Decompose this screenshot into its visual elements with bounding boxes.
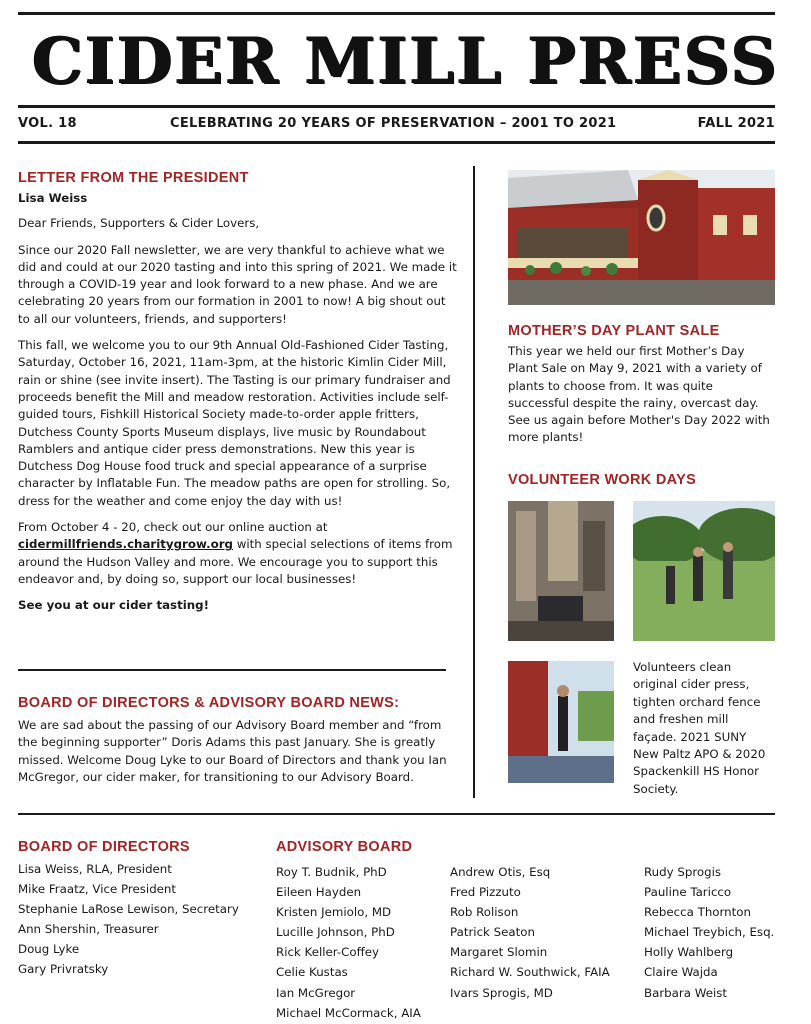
letter-author: Lisa Weiss — [18, 191, 88, 205]
member-name: Ivars Sprogis, MD — [450, 985, 553, 1000]
member-name: Rebecca Thornton — [644, 905, 751, 920]
column-divider — [473, 166, 475, 798]
member-name: Stephanie LaRose Lewison, Secretary — [18, 902, 239, 917]
volunteer-caption: Volunteers clean original cider press, tighten orchard fence and freshen mill façade. 2021 SUNY New Paltz APO & 2020 Spackenkill HS Honor Society. — [633, 660, 766, 796]
letter-paragraph-2: This fall, we welcome you to our 9th Annual Old-Fashioned Cider Tasting, Saturday, October 16, 2021, 11am-3pm, at the historic Kimlin Cider Mill, rain or shine (see invite insert). The Tasting is our primary fundraiser and proceeds benefit the Mill and meadow restoration. Activities include self-guided tours, Fishkill Historical Society made-to-order apple fritters, Dutchess County Sports Museum displays, live music by Roundabout Ramblers and antique cider press demonstrations. New this year is Dutchess Dog House food truck and special appearance of a surprise character by Inflatable Fun. The meadow paths are open for strolling. So, dress for the weather and come enjoy the day with us! — [18, 338, 451, 508]
letter-heading: LETTER FROM THE PRESIDENT — [18, 170, 249, 186]
bottom-rule — [18, 813, 775, 815]
member-name: Celie Kustas — [276, 965, 348, 980]
member-name: Michael McCormack, AIA — [276, 1005, 421, 1020]
orchard-photo-graphic — [633, 501, 775, 641]
advisory-board-heading-wrap — [276, 839, 412, 855]
board-news-section — [18, 695, 458, 786]
member-name: Gary Privratsky — [18, 962, 109, 977]
member-name: Margaret Slomin — [450, 945, 548, 960]
volunteer-heading-wrap — [508, 472, 776, 488]
member-name: Holly Wahlberg — [644, 945, 734, 960]
member-name: Ann Shershin, Treasurer — [18, 922, 159, 937]
letter-paragraph-1: Since our 2020 Fall newsletter, we are very thankful to achieve what we did and could at our 2020 tasting and into this spring of 2021. We made it through a COVID-19 year and look forward to a new phase. And we are celebrating 20 years from our formation in 2001 to now! A big shout out to all our volunteers, friends, and supporters! — [18, 242, 457, 326]
letter-section — [18, 170, 458, 615]
volunteer-photo-facade — [508, 661, 614, 783]
member-name: Rob Rolison — [450, 905, 519, 920]
volunteer-photo-orchard — [633, 501, 775, 641]
member-name: Ian McGregor — [276, 985, 356, 1000]
member-name: Roy T. Budnik, PhD — [276, 865, 387, 879]
advisory-board-column-3 — [644, 862, 774, 1003]
member-name: Rick Keller-Coffey — [276, 945, 379, 960]
facade-photo-graphic — [508, 661, 614, 783]
member-name: Pauline Taricco — [644, 885, 732, 900]
press-photo-graphic — [508, 501, 614, 641]
strip-rule — [18, 141, 775, 144]
letter-closing: See you at our cider tasting! — [18, 598, 209, 613]
board-of-directors-list — [18, 859, 239, 980]
volunteer-heading: VOLUNTEER WORK DAYS — [508, 472, 697, 488]
top-rule — [18, 12, 775, 15]
auction-link[interactable]: cidermillfriends.charitygrow.org — [18, 537, 233, 552]
tagline: CELEBRATING 20 YEARS OF PRESERVATION – 2001 TO 2021 — [170, 116, 617, 131]
board-of-directors-heading: BOARD OF DIRECTORS — [18, 839, 190, 855]
advisory-board-heading: ADVISORY BOARD — [276, 839, 413, 855]
member-name: Kristen Jemiolo, MD — [276, 905, 392, 920]
masthead-rule — [18, 105, 775, 108]
volunteer-photo-press — [508, 501, 614, 641]
auction-text-before: From October 4 - 20, check out our online auction at — [18, 520, 328, 535]
masthead-title: CIDER MILL PRESS — [32, 24, 779, 99]
letter-salutation: Dear Friends, Supporters & Cider Lovers, — [18, 216, 260, 231]
member-name: Doug Lyke — [18, 942, 80, 957]
member-name: Lucille Johnson, PhD — [276, 925, 395, 940]
plant-sale-heading: MOTHER’S DAY PLANT SALE — [508, 323, 720, 339]
member-name: Richard W. Southwick, FAIA — [450, 965, 610, 980]
member-name: Rudy Sprogis — [644, 865, 722, 879]
member-name: Barbara Weist — [644, 985, 727, 1000]
letter-paragraph-3 — [18, 519, 458, 588]
auction-text-after: with special selections of items from around the Hudson Valley and more. We encourage you to support this endeavor and, by doing so, support our local businesses! — [18, 537, 453, 586]
member-name: Michael Treybich, Esq. — [644, 925, 775, 940]
member-name: Claire Wajda — [644, 965, 718, 980]
season-label: FALL 2021 — [697, 116, 775, 131]
advisory-board-column-2 — [450, 862, 610, 1003]
member-name: Lisa Weiss, RLA, President — [18, 862, 172, 876]
advisory-board-column-1 — [276, 862, 421, 1023]
member-name: Andrew Otis, Esq — [450, 865, 551, 879]
board-news-text: We are sad about the passing of our Advisory Board member and “from the beginning supporter” Doris Adams this past January. She is greatly missed. Welcome Doug Lyke to our Board of Directors and thank you Ian McGregor, our cider maker, for transitioning to our Advisory Board. — [18, 718, 447, 784]
member-name: Eileen Hayden — [276, 885, 362, 900]
member-name: Fred Pizzuto — [450, 885, 521, 900]
section-rule — [18, 669, 446, 671]
member-name: Patrick Seaton — [450, 925, 535, 940]
mill-photo — [508, 170, 775, 305]
plant-sale-section — [508, 323, 776, 447]
board-of-directors-section — [18, 839, 239, 980]
plant-sale-text: This year we held our first Mother’s Day Plant Sale on May 9, 2021 with a variety of plants to choose from. It was quite successful despite the rainy, overcast day. See us again before Mother's Day 2022 with more plants! — [508, 344, 770, 445]
mill-photo-graphic — [508, 170, 775, 305]
member-name: Mike Fraatz, Vice President — [18, 882, 177, 897]
board-news-heading: BOARD OF DIRECTORS & ADVISORY BOARD NEWS: — [18, 695, 400, 711]
volume-label: VOL. 18 — [18, 116, 77, 131]
